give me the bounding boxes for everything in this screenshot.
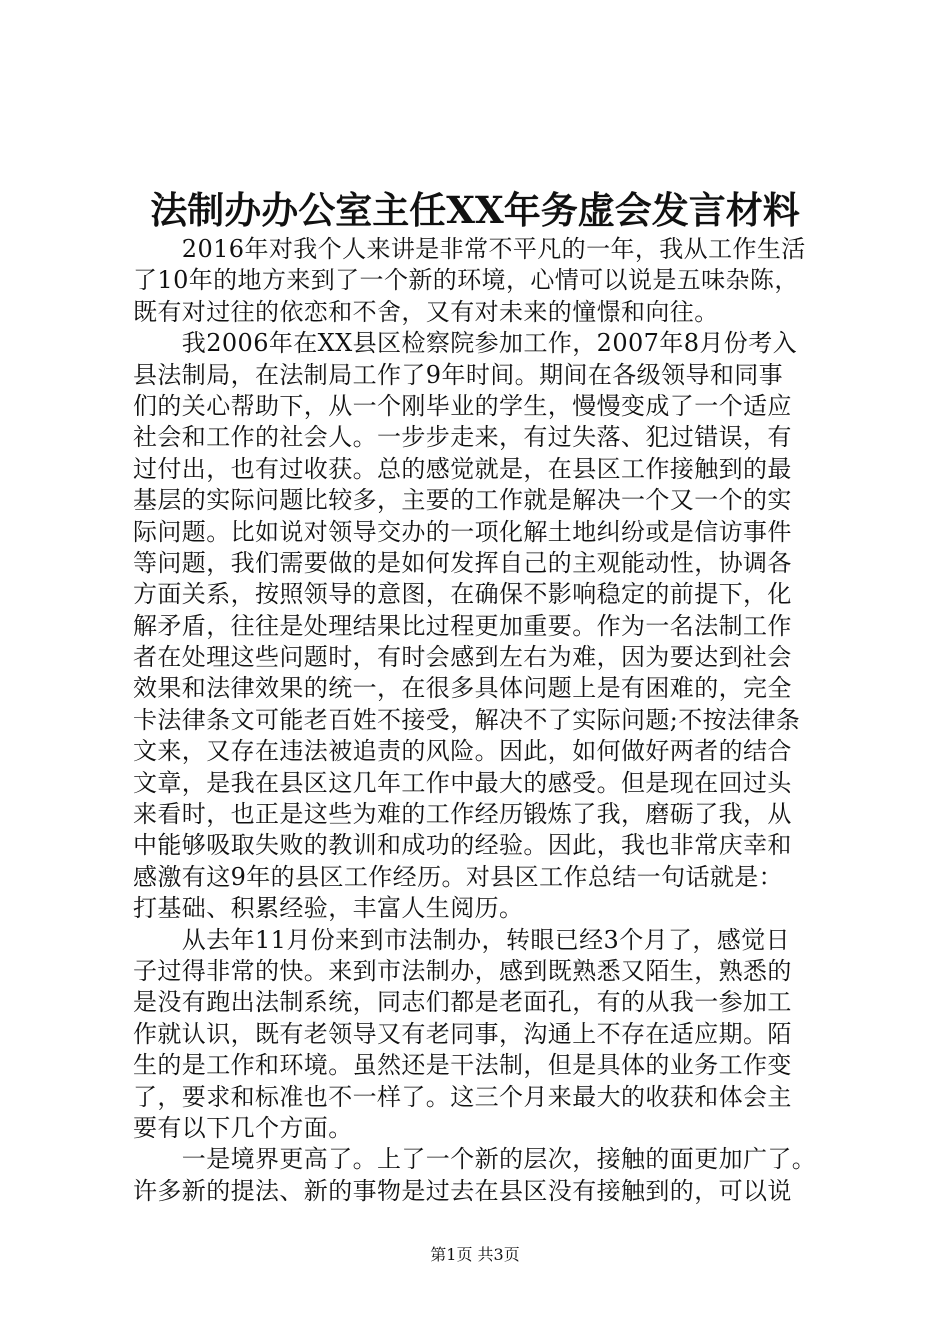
body-line: 一是境界更高了。上了一个新的层次，接触的面更加广了。 [133, 1145, 817, 1174]
body-line: 是没有跑出法制系统，同志们都是老面孔，有的从我一参加工 [133, 988, 792, 1017]
body-line: 感激有这9年的县区工作经历。对县区工作总结一句话就是： [133, 862, 784, 891]
body-line: 了10年的地方来到了一个新的环境，心情可以说是五味杂陈， [133, 266, 799, 295]
body-line: 社会和工作的社会人。一步步走来，有过失落、犯过错误，有 [133, 423, 792, 452]
body-line: 中能够吸取失败的教训和成功的经验。因此，我也非常庆幸和 [133, 831, 792, 860]
body-line: 要有以下几个方面。 [133, 1113, 353, 1142]
body-line: 打基础、积累经验，丰富人生阅历。 [133, 894, 524, 923]
body-line: 从去年11月份来到市法制办，转眼已经3个月了，感觉日 [133, 925, 791, 954]
body-line: 文章，是我在县区这几年工作中最大的感受。但是现在回过头 [133, 768, 792, 797]
body-line: 既有对过往的依恋和不舍，又有对未来的憧憬和向往。 [133, 297, 719, 326]
body-line: 来看时，也正是这些为难的工作经历锻炼了我，磨砺了我，从 [133, 800, 792, 829]
body-line: 生的是工作和环境。虽然还是干法制，但是具体的业务工作变 [133, 1051, 792, 1080]
page-footer: 第1页 共3页 [430, 1245, 520, 1264]
body-line: 们的关心帮助下，从一个刚毕业的学生，慢慢变成了一个适应 [133, 391, 792, 420]
body-line: 文来，又存在违法被追责的风险。因此，如何做好两者的结合 [133, 737, 792, 766]
document-body [133, 234, 843, 1207]
body-line: 际问题。比如说对领导交办的一项化解土地纠纷或是信访事件 [133, 517, 792, 546]
body-line: 解矛盾，往往是处理结果比过程更加重要。作为一名法制工作 [133, 611, 792, 640]
body-line: 子过得非常的快。来到市法制办，感到既熟悉又陌生，熟悉的 [133, 956, 792, 985]
body-line: 者在处理这些问题时，有时会感到左右为难，因为要达到社会 [133, 643, 792, 672]
body-line: 方面关系，按照领导的意图，在确保不影响稳定的前提下，化 [133, 580, 792, 609]
body-line: 卡法律条文可能老百姓不接受，解决不了实际问题;不按法律条 [133, 705, 801, 734]
body-line: 过付出，也有过收获。总的感觉就是，在县区工作接触到的最 [133, 454, 792, 483]
body-line: 了，要求和标准也不一样了。这三个月来最大的收获和体会主 [133, 1082, 792, 1111]
body-line: 我2006年在XX县区检察院参加工作，2007年8月份考入 [133, 329, 797, 358]
body-line: 效果和法律效果的统一，在很多具体问题上是有困难的，完全 [133, 674, 792, 703]
body-line: 基层的实际问题比较多，主要的工作就是解决一个又一个的实 [133, 486, 792, 515]
body-line: 等问题，我们需要做的是如何发挥自己的主观能动性，协调各 [133, 548, 792, 577]
document-title: 法制办办公室主任XX年务虚会发言材料 [150, 188, 800, 232]
body-line: 县法制局，在法制局工作了9年时间。期间在各级领导和同事 [133, 360, 784, 389]
body-line: 2016年对我个人来讲是非常不平凡的一年，我从工作生活 [133, 235, 806, 263]
body-line: 作就认识，既有老领导又有老同事，沟通上不存在适应期。陌 [133, 1019, 792, 1048]
body-line: 许多新的提法、新的事物是过去在县区没有接触到的，可以说 [133, 1176, 792, 1205]
